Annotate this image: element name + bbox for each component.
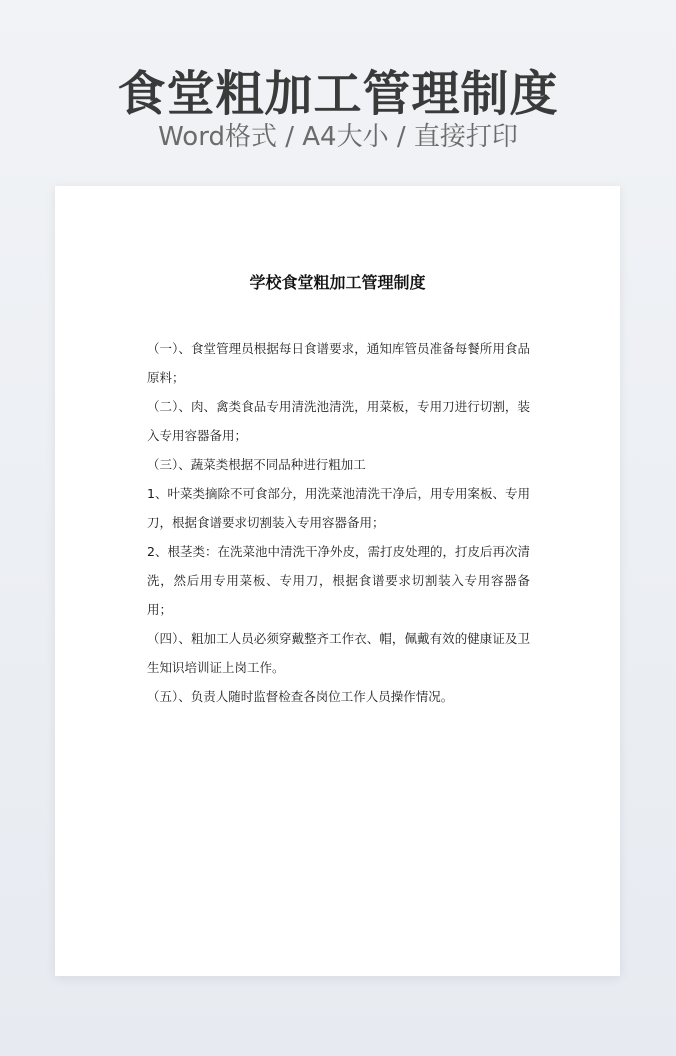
paragraph: 1、叶菜类摘除不可食部分，用洗菜池清洗干净后，用专用案板、专用刀，根据食谱要求切割装入专用容器备用； xyxy=(147,486,530,530)
paragraph: （五）、负责人随时监督检查各岗位工作人员操作情况。 xyxy=(147,689,454,704)
document-title: 学校食堂粗加工管理制度 xyxy=(249,273,426,292)
paragraph: （四）、粗加工人员必须穿戴整齐工作衣、帽，佩戴有效的健康证及卫生知识培训证上岗工作。 xyxy=(147,631,530,675)
document-body xyxy=(147,334,530,711)
paragraph: （二）、肉、禽类食品专用清洗池清洗，用菜板，专用刀进行切割，装入专用容器备用； xyxy=(147,399,530,443)
paragraph: （三）、蔬菜类根据不同品种进行粗加工 xyxy=(147,457,366,472)
document-page xyxy=(55,186,620,976)
page-subtitle: Word格式 / A4大小 / 直接打印 xyxy=(158,122,518,152)
page-header xyxy=(0,0,676,186)
paragraph: （一）、食堂管理员根据每日食谱要求，通知库管员准备每餐所用食品原料； xyxy=(147,341,530,385)
page-title: 食堂粗加工管理制度 xyxy=(117,66,559,122)
paragraph: 2、根茎类：在洗菜池中清洗干净外皮，需打皮处理的，打皮后再次清洗，然后用专用菜板、专用刀，根据食谱要求切割装入专用容器备用； xyxy=(147,544,530,617)
